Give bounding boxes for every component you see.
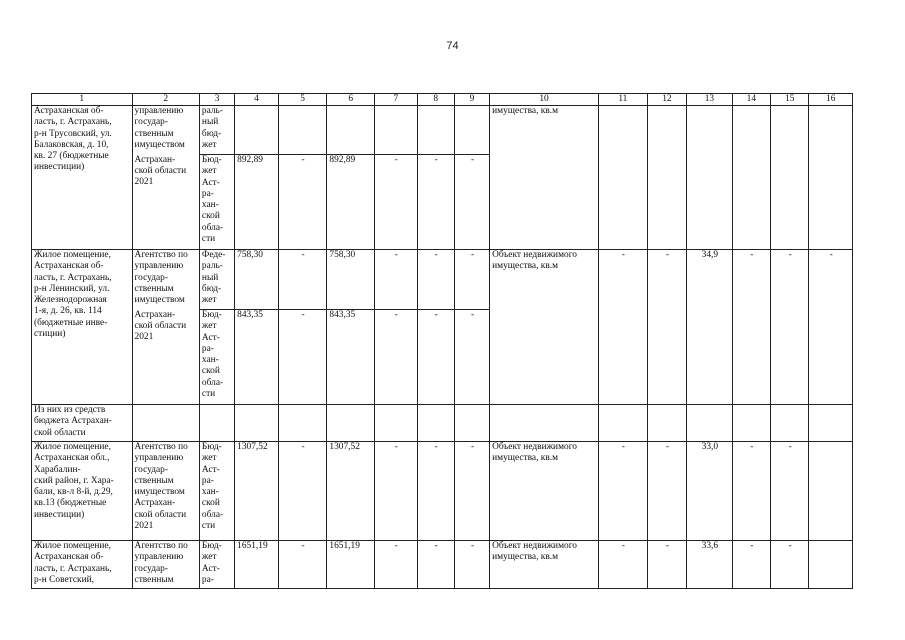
cell-text-line: ра- xyxy=(201,475,214,486)
value-cell: 1307,52 xyxy=(327,442,375,541)
value-cell: - xyxy=(454,541,489,589)
col-header: 7 xyxy=(375,94,418,106)
value-cell: 758,30 xyxy=(235,250,279,310)
value-cell: - xyxy=(598,442,647,541)
cell-text-line: Астрахан- xyxy=(134,154,176,165)
table-row xyxy=(32,405,853,442)
funding-source-cell xyxy=(199,310,234,405)
cell-text-line: раль- xyxy=(201,261,223,272)
cell-text-line: 1-я, д. 26, кв. 114 xyxy=(34,306,102,317)
agency-cell xyxy=(132,310,199,405)
cell-text-line: раль- xyxy=(201,106,223,116)
cell-text-line: сти xyxy=(201,234,216,245)
value-cell: 892,89 xyxy=(235,155,279,250)
cell-text-line: ласть, г. Астрахань, xyxy=(34,563,112,574)
cell-text-line: хан- xyxy=(201,355,219,366)
col-header: 6 xyxy=(327,94,375,106)
cell-text-line: Бюд- xyxy=(201,155,222,165)
cell-text-line: кв.13 (бюджетные xyxy=(34,498,107,509)
cell-text-line: имущества, кв.м xyxy=(492,106,559,116)
value-cell: 1651,19 xyxy=(327,541,375,589)
value-cell: - xyxy=(278,155,327,250)
value-cell: - xyxy=(454,442,489,541)
agency-cell xyxy=(132,106,199,155)
cell-text-line: имущества, кв.м xyxy=(492,261,559,272)
value-cell: 843,35 xyxy=(327,310,375,405)
cell-text-line: жет xyxy=(201,453,217,464)
value-cell: 1651,19 xyxy=(235,541,279,589)
value-cell: - xyxy=(454,250,489,310)
value-cell: - xyxy=(647,250,686,405)
value-cell: 892,89 xyxy=(327,155,375,250)
cell-text-line: ственным xyxy=(134,475,174,486)
cell-text-line: кв. 27 (бюджетные xyxy=(34,151,109,162)
cell-text-line: ный xyxy=(201,272,219,283)
col-header: 16 xyxy=(809,94,853,106)
col-header: 2 xyxy=(132,94,199,106)
value-cell: - xyxy=(417,310,454,405)
cell-text-line: обла- xyxy=(201,509,224,520)
cell-text-line: Из них из средств xyxy=(34,405,106,415)
cell-text-line: ской xyxy=(201,498,220,509)
funding-source-cell xyxy=(199,541,234,589)
cell-text-line: имущества, кв.м xyxy=(492,552,559,563)
cell-text-line: Объект недвижимого xyxy=(492,250,577,260)
value-cell: - xyxy=(278,442,327,541)
cell-text-line: управлению xyxy=(134,453,184,464)
value-cell: - xyxy=(598,541,647,589)
cell-text-line: имущества, кв.м xyxy=(492,453,559,464)
value-cell: - xyxy=(375,155,418,250)
funding-source-cell xyxy=(199,155,234,250)
value-cell: - xyxy=(278,310,327,405)
empty-cell xyxy=(687,405,733,442)
value-cell xyxy=(809,442,853,541)
value-cell xyxy=(278,106,327,155)
cell-text-line: Астраханская обл., xyxy=(34,453,110,464)
cell-text-line: Агентство по xyxy=(134,442,188,452)
value-cell: - xyxy=(278,541,327,589)
value-cell: 33,6 xyxy=(687,541,733,589)
value-cell: - xyxy=(278,250,327,310)
result-indicator-cell xyxy=(490,541,599,589)
funding-source-cell xyxy=(199,106,234,155)
col-header: 8 xyxy=(417,94,454,106)
cell-text-line: управлению xyxy=(134,261,184,272)
cell-text-line: (бюджетные инве- xyxy=(34,317,108,328)
value-cell: - xyxy=(454,155,489,250)
cell-text-line: ской области xyxy=(134,320,187,331)
object-name-cell xyxy=(32,541,133,589)
empty-cell xyxy=(490,405,599,442)
value-cell: - xyxy=(375,442,418,541)
cell-text-line: Астраханская об- xyxy=(34,106,104,116)
cell-text-line: Бюд- xyxy=(201,442,222,452)
cell-text-line: 2021 xyxy=(134,521,154,532)
value-cell: 1307,52 xyxy=(235,442,279,541)
empty-cell xyxy=(809,405,853,442)
cell-text-line: ра- xyxy=(201,188,214,199)
object-name-cell xyxy=(32,106,133,250)
col-header: 13 xyxy=(687,94,733,106)
cell-text-line: государ- xyxy=(134,464,168,475)
empty-cell xyxy=(417,405,454,442)
cell-text-line: Аст- xyxy=(201,332,220,343)
result-indicator-cell xyxy=(490,106,599,250)
cell-text-line: имуществом xyxy=(134,139,185,150)
cell-text-line: бюджета Астрахан- xyxy=(34,416,112,427)
col-header: 15 xyxy=(771,94,809,106)
empty-cell xyxy=(199,405,234,442)
cell-text-line: инвестиции) xyxy=(34,162,85,173)
cell-text-line: сти xyxy=(201,389,216,400)
cell-text-line: Харабалин- xyxy=(34,464,81,475)
cell-text-line: ской области xyxy=(134,509,187,520)
value-cell: - xyxy=(375,250,418,310)
cell-text-line: ской области xyxy=(34,427,86,438)
cell-text-line: Железнодорожная xyxy=(34,295,107,306)
empty-cell xyxy=(598,405,647,442)
cell-text-line: инвестиции) xyxy=(34,509,85,520)
cell-text-line: Астрахан- xyxy=(134,309,176,320)
value-cell xyxy=(647,106,686,250)
value-cell: - xyxy=(647,442,686,541)
col-header: 10 xyxy=(490,94,599,106)
cell-text-line: жет xyxy=(201,139,217,150)
agency-cell xyxy=(132,442,199,541)
cell-text-line: ский район, г. Хара- xyxy=(34,475,114,486)
cell-text-line: Агентство по xyxy=(134,250,188,260)
empty-cell xyxy=(235,405,279,442)
funding-source-cell xyxy=(199,442,234,541)
value-cell: - xyxy=(771,442,809,541)
cell-text-line: ласть, г. Астрахань, xyxy=(34,272,112,283)
cell-text-line: Аст- xyxy=(201,464,220,475)
value-cell: - xyxy=(417,541,454,589)
cell-text-line: Жилое помещение, xyxy=(34,250,111,260)
value-cell xyxy=(327,106,375,155)
cell-text-line: Балаковская, д. 10, xyxy=(34,139,109,150)
page-number: 74 xyxy=(446,40,459,52)
col-header: 9 xyxy=(454,94,489,106)
col-header: 3 xyxy=(199,94,234,106)
result-indicator-cell xyxy=(490,442,599,541)
cell-text-line: ской области xyxy=(134,165,187,176)
cell-text-line: 2021 xyxy=(134,332,154,343)
cell-text-line: обла- xyxy=(201,222,224,233)
object-name-cell xyxy=(32,250,133,405)
table-row xyxy=(32,541,853,589)
cell-text-line: Аст- xyxy=(201,177,220,188)
col-header: 4 xyxy=(235,94,279,106)
cell-text-line: жет xyxy=(201,321,217,332)
cell-text-line: Астрахан- xyxy=(134,498,176,509)
value-cell: - xyxy=(732,250,770,405)
cell-text-line: бюд- xyxy=(201,283,222,294)
funding-source-cell xyxy=(199,250,234,310)
cell-text-line: ра- xyxy=(201,343,214,354)
value-cell xyxy=(771,106,809,250)
cell-text-line: бали, кв-л 8-й, д.29, xyxy=(34,487,113,498)
cell-text-line: управлению xyxy=(134,106,184,116)
value-cell: 758,30 xyxy=(327,250,375,310)
budget-table xyxy=(31,93,853,589)
cell-text-line: р-н Трусовский, ул. xyxy=(34,128,112,139)
empty-cell xyxy=(327,405,375,442)
empty-cell xyxy=(647,405,686,442)
cell-text-line: государ- xyxy=(134,563,168,574)
value-cell xyxy=(809,541,853,589)
cell-text-line: Жилое помещение, xyxy=(34,541,111,551)
value-cell xyxy=(732,106,770,250)
value-cell: - xyxy=(732,541,770,589)
value-cell: - xyxy=(417,250,454,310)
cell-text-line: имуществом xyxy=(134,487,185,498)
cell-text-line: Агентство по xyxy=(134,541,188,551)
value-cell xyxy=(598,106,647,250)
cell-text-line: государ- xyxy=(134,272,168,283)
cell-text-line: Астраханская об- xyxy=(34,261,104,272)
cell-text-line: управлению xyxy=(134,552,184,563)
cell-text-line: ской xyxy=(201,366,220,377)
value-cell xyxy=(809,106,853,250)
value-cell: - xyxy=(598,250,647,405)
col-header: 12 xyxy=(647,94,686,106)
table-row xyxy=(32,250,853,310)
value-cell xyxy=(454,106,489,155)
object-name-cell xyxy=(32,442,133,541)
cell-text-line: ра- xyxy=(201,574,214,585)
value-cell: - xyxy=(809,250,853,405)
value-cell: - xyxy=(771,541,809,589)
col-header: 14 xyxy=(732,94,770,106)
value-cell: - xyxy=(647,541,686,589)
agency-cell xyxy=(132,155,199,250)
cell-text-line: государ- xyxy=(134,117,168,128)
value-cell: - xyxy=(375,541,418,589)
cell-text-line: жет xyxy=(201,166,217,177)
value-cell: - xyxy=(375,310,418,405)
cell-text-line: Астраханская об- xyxy=(34,552,104,563)
table-row xyxy=(32,442,853,541)
cell-text-line: Феде- xyxy=(201,250,226,260)
cell-text-line: обла- xyxy=(201,377,224,388)
value-cell: 33,0 xyxy=(687,442,733,541)
cell-text-line: бюд- xyxy=(201,128,222,139)
col-header: 1 xyxy=(32,94,133,106)
empty-cell xyxy=(771,405,809,442)
column-number-row xyxy=(32,94,853,106)
value-cell xyxy=(417,106,454,155)
empty-cell xyxy=(132,405,199,442)
empty-cell xyxy=(375,405,418,442)
cell-text-line: Жилое помещение, xyxy=(34,442,111,452)
agency-cell xyxy=(132,250,199,310)
cell-text-line: Объект недвижимого xyxy=(492,541,577,551)
value-cell: - xyxy=(454,310,489,405)
empty-cell xyxy=(454,405,489,442)
col-header: 11 xyxy=(598,94,647,106)
cell-text-line: ственным xyxy=(134,128,174,139)
cell-text-line: ственным xyxy=(134,574,174,585)
cell-text-line: ственным xyxy=(134,283,174,294)
value-cell xyxy=(235,106,279,155)
value-cell: 843,35 xyxy=(235,310,279,405)
agency-cell xyxy=(132,541,199,589)
value-cell xyxy=(375,106,418,155)
cell-text-line: ный xyxy=(201,117,219,128)
cell-text-line: жет xyxy=(201,295,217,306)
cell-text-line: жет xyxy=(201,552,217,563)
value-cell: - xyxy=(417,155,454,250)
table-row xyxy=(32,106,853,155)
cell-text-line: стиции) xyxy=(34,329,66,340)
cell-text-line: Аст- xyxy=(201,563,220,574)
cell-text-line: 2021 xyxy=(134,177,154,188)
cell-text-line: р-н Советский, xyxy=(34,574,94,585)
result-indicator-cell xyxy=(490,250,599,405)
subtotal-label-cell xyxy=(32,405,133,442)
empty-cell xyxy=(278,405,327,442)
cell-text-line: р-н Ленинский, ул. xyxy=(34,283,110,294)
value-cell: - xyxy=(732,442,770,541)
cell-text-line: сти xyxy=(201,521,216,532)
value-cell: - xyxy=(417,442,454,541)
cell-text-line: ской xyxy=(201,211,220,222)
cell-text-line: Бюд- xyxy=(201,541,222,551)
cell-text-line: ласть, г. Астрахань, xyxy=(34,117,112,128)
col-header: 5 xyxy=(278,94,327,106)
cell-text-line: Бюд- xyxy=(201,310,222,320)
empty-cell xyxy=(732,405,770,442)
value-cell xyxy=(687,106,733,250)
cell-text-line: хан- xyxy=(201,200,219,211)
value-cell: - xyxy=(771,250,809,405)
value-cell: 34,9 xyxy=(687,250,733,405)
cell-text-line: хан- xyxy=(201,487,219,498)
cell-text-line: имуществом xyxy=(134,295,185,306)
cell-text-line: Объект недвижимого xyxy=(492,442,577,452)
